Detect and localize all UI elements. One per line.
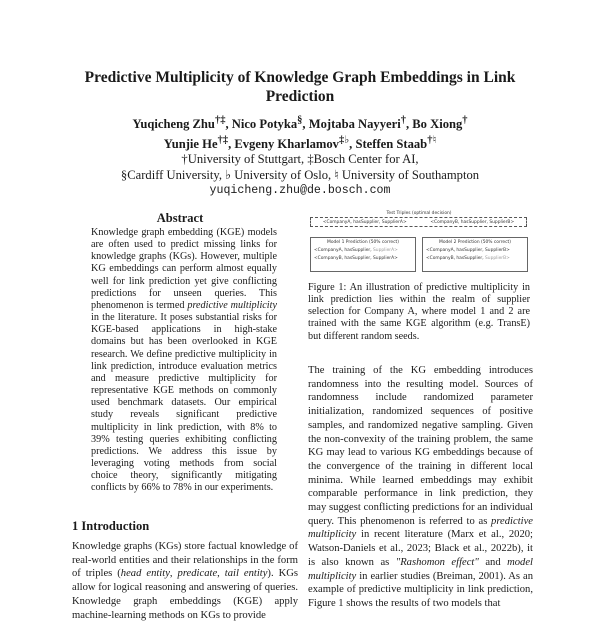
- right-column-body: The training of the KG embedding introduces randomness into the resulting model. Sources of randomness include randomized parameter initialization, randomized sequences of positive samples, and randomized negative sampling. Given the non-convexity of the training problem, the same KG may lead to various KG embeddings because of the convergence of the training in different local minima. While learned embeddings may exhibit comparable performance in link prediction, they may suggest conflicting predictions for an individual query. This phenomenon is referred to as predictive multiplicity in recent literature (Marx et al., 2020; Watson-Daniels et al., 2023; Black et al., 2022b), it is also known as "Rashomon effect" and model multiplicity in earlier studies (Breiman, 2001). As an example of predictive multiplicity in link prediction, Figure 1 shows the results of two models that: [308, 365, 533, 609]
- abstract-heading: Abstract: [156, 211, 204, 225]
- section-heading-introduction: 1 Introduction: [72, 519, 150, 533]
- affiliation-line-1: †University of Stuttgart, ‡Bosch Center for AI,: [181, 152, 419, 167]
- model-2-row-1: <CompanyA, hasSupplier, SupplierB>: [426, 248, 510, 253]
- model-1-box: [310, 237, 416, 272]
- author-line-1: Yuqicheng Zhu†‡, Nico Potyka§, Mojtaba Nayyeri†, Bo Xiong†: [132, 115, 468, 132]
- model-2-box: [422, 237, 528, 272]
- figure-1: [308, 209, 530, 275]
- figure-caption: Figure 1: An illustration of predictive multiplicity in link prediction lies within the realm of supplier selection for Company A, where model 1 and 2 are trained with the same KGE algorithm (e.g. TransE) but different random seeds.: [308, 282, 530, 342]
- introduction-body: Knowledge graphs (KGs) store factual knowledge of real-world entities and their relationships in the form of triples (head entity, predicate, tail entity). KGs allow for logical reasoning and answering of queries. Knowledge graph embeddings (KGE) apply machine-learning methods on KGs to provide: [72, 541, 298, 621]
- model-1-row-2: <CompanyB, hasSupplier, SupplierA>: [314, 256, 398, 261]
- test-triple-b: <CompanyB, hasSupplier, SupplierB>: [430, 219, 515, 225]
- author-block: [40, 113, 560, 199]
- test-triple-a: <CompanyA, hasSupplier, SupplierA>: [322, 219, 407, 225]
- model-1-title: Model 1 Prediction (50% correct): [327, 240, 399, 245]
- affiliation-line-2: §Cardiff University, ♭ University of Oslo, ♮ University of Southampton: [120, 167, 480, 182]
- abstract-body: Knowledge graph embedding (KGE) models are often used to predict missing links for knowledge graphs (KGs). However, multiple KG embeddings can perform almost equally well for link prediction yet give conflicting predictions for unseen queries. This phenomenon is termed predictive multiplicity in the literature. It poses substantial risks for KGE-based applications in high-stake domains but has been overlooked in KGE research. We define predictive multiplicity in link prediction, introduce evaluation metrics and measure predictive multiplicity for representative KGE methods on commonly used benchmark datasets. Our empirical study reveals significant predictive multiplicity in link prediction, with 8% to 39% testing queries exhibiting conflicting predictions. We address this issue by leveraging voting methods from social choice theory, significantly mitigating conflicts by 66% to 78% in our experiments.: [91, 227, 277, 494]
- test-triples-box: [310, 217, 527, 227]
- author-email[interactable]: yuqicheng.zhu@de.bosch.com: [209, 184, 391, 198]
- model-2-title: Model 2 Prediction (50% correct): [439, 240, 511, 245]
- author-line-2: Yunjie He†‡, Evgeny Kharlamov‡♭, Steffen Staab†♮: [163, 134, 437, 151]
- model-1-row-1: <CompanyA, hasSupplier, SupplierA>: [314, 248, 398, 253]
- figure-test-title: Test Triples (optimal decision): [386, 211, 452, 216]
- paper-title: Predictive Multiplicity of Knowledge Graph Embeddings in Link Prediction: [84, 69, 516, 105]
- model-2-row-2: <CompanyB, hasSupplier, SupplierB>: [426, 256, 510, 261]
